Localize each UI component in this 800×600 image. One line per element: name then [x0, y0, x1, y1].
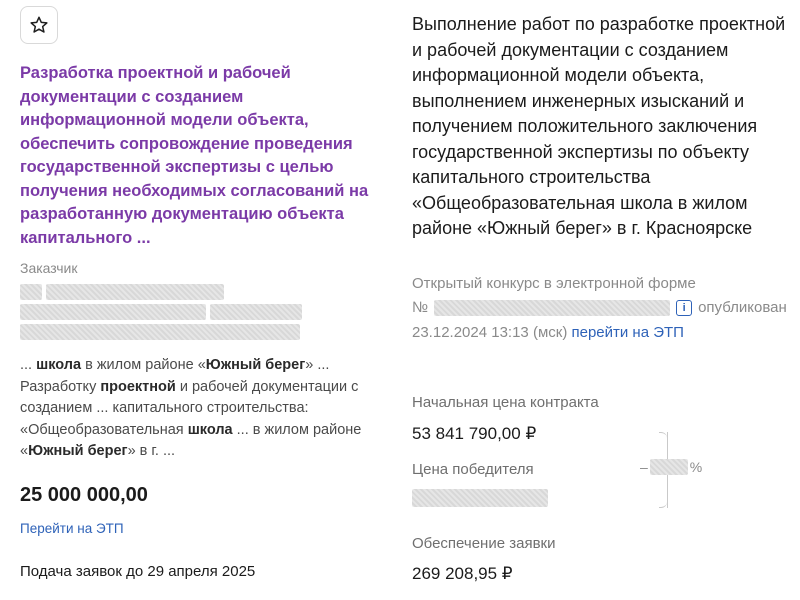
winner-price-label: Цена победителя	[412, 461, 534, 478]
published-date-row	[412, 324, 684, 341]
tender-card-right	[400, 0, 800, 600]
contract-price: 25 000 000,00	[20, 484, 148, 506]
tender-title-highlight: Разработка	[20, 64, 113, 82]
initial-price-value: 53 841 790,00 ₽	[412, 424, 537, 443]
go-to-etp-link[interactable]: Перейти на ЭТП	[20, 521, 124, 536]
initial-price-label: Начальная цена контракта	[412, 394, 599, 411]
tender-number-row	[412, 299, 787, 316]
procedure-type: Открытый конкурс в электронной форме	[412, 275, 696, 292]
bid-security-value: 269 208,95 ₽	[412, 564, 513, 583]
published-date: 23.12.2024 13:13 (мск)	[412, 324, 568, 341]
discount-percent: – %	[640, 459, 703, 475]
star-outline-icon	[29, 15, 49, 35]
go-to-etp-link-right[interactable]: перейти на ЭТП	[571, 324, 684, 341]
application-deadline: Подача заявок до 29 апреля 2025	[20, 563, 256, 580]
tender-number-redacted	[434, 300, 670, 316]
bid-security-label: Обеспечение заявки	[412, 535, 556, 552]
winner-price-redacted	[412, 489, 548, 507]
discount-redacted	[650, 459, 688, 475]
customer-label: Заказчик	[20, 260, 78, 276]
tender-title-link[interactable]	[20, 62, 370, 250]
favorite-button[interactable]	[20, 6, 58, 44]
tender-title-rest: проектной и рабочей документации с созданием информационной модели объекта, обеспечить сопровождение проведения государственной экспертизы с целью получения необходимых согласований на разработанную документацию объекта капитального ...	[20, 64, 369, 247]
info-icon[interactable]: i	[676, 300, 692, 316]
published-label: опубликован	[698, 299, 787, 316]
tender-full-title: Выполнение работ по разработке проектной и рабочей документации с созданием информационной модели объекта, выполнением инженерных изысканий и получением положительного заключения государственной экспертизы по объекту капитального строительства «Общеобразовательная школа в жилом районе «Южный берег» в г. Красноярске	[412, 14, 786, 238]
number-prefix: №	[412, 299, 429, 316]
search-snippet: ... школа в жилом районе «Южный берег» ... Разработку проектной и рабочей документации с созданием ... капитального строительства: «Общеобразовательная школа ... в жилом районе «Южный берег» в г. ...	[20, 357, 362, 459]
tender-card-left	[0, 0, 390, 600]
